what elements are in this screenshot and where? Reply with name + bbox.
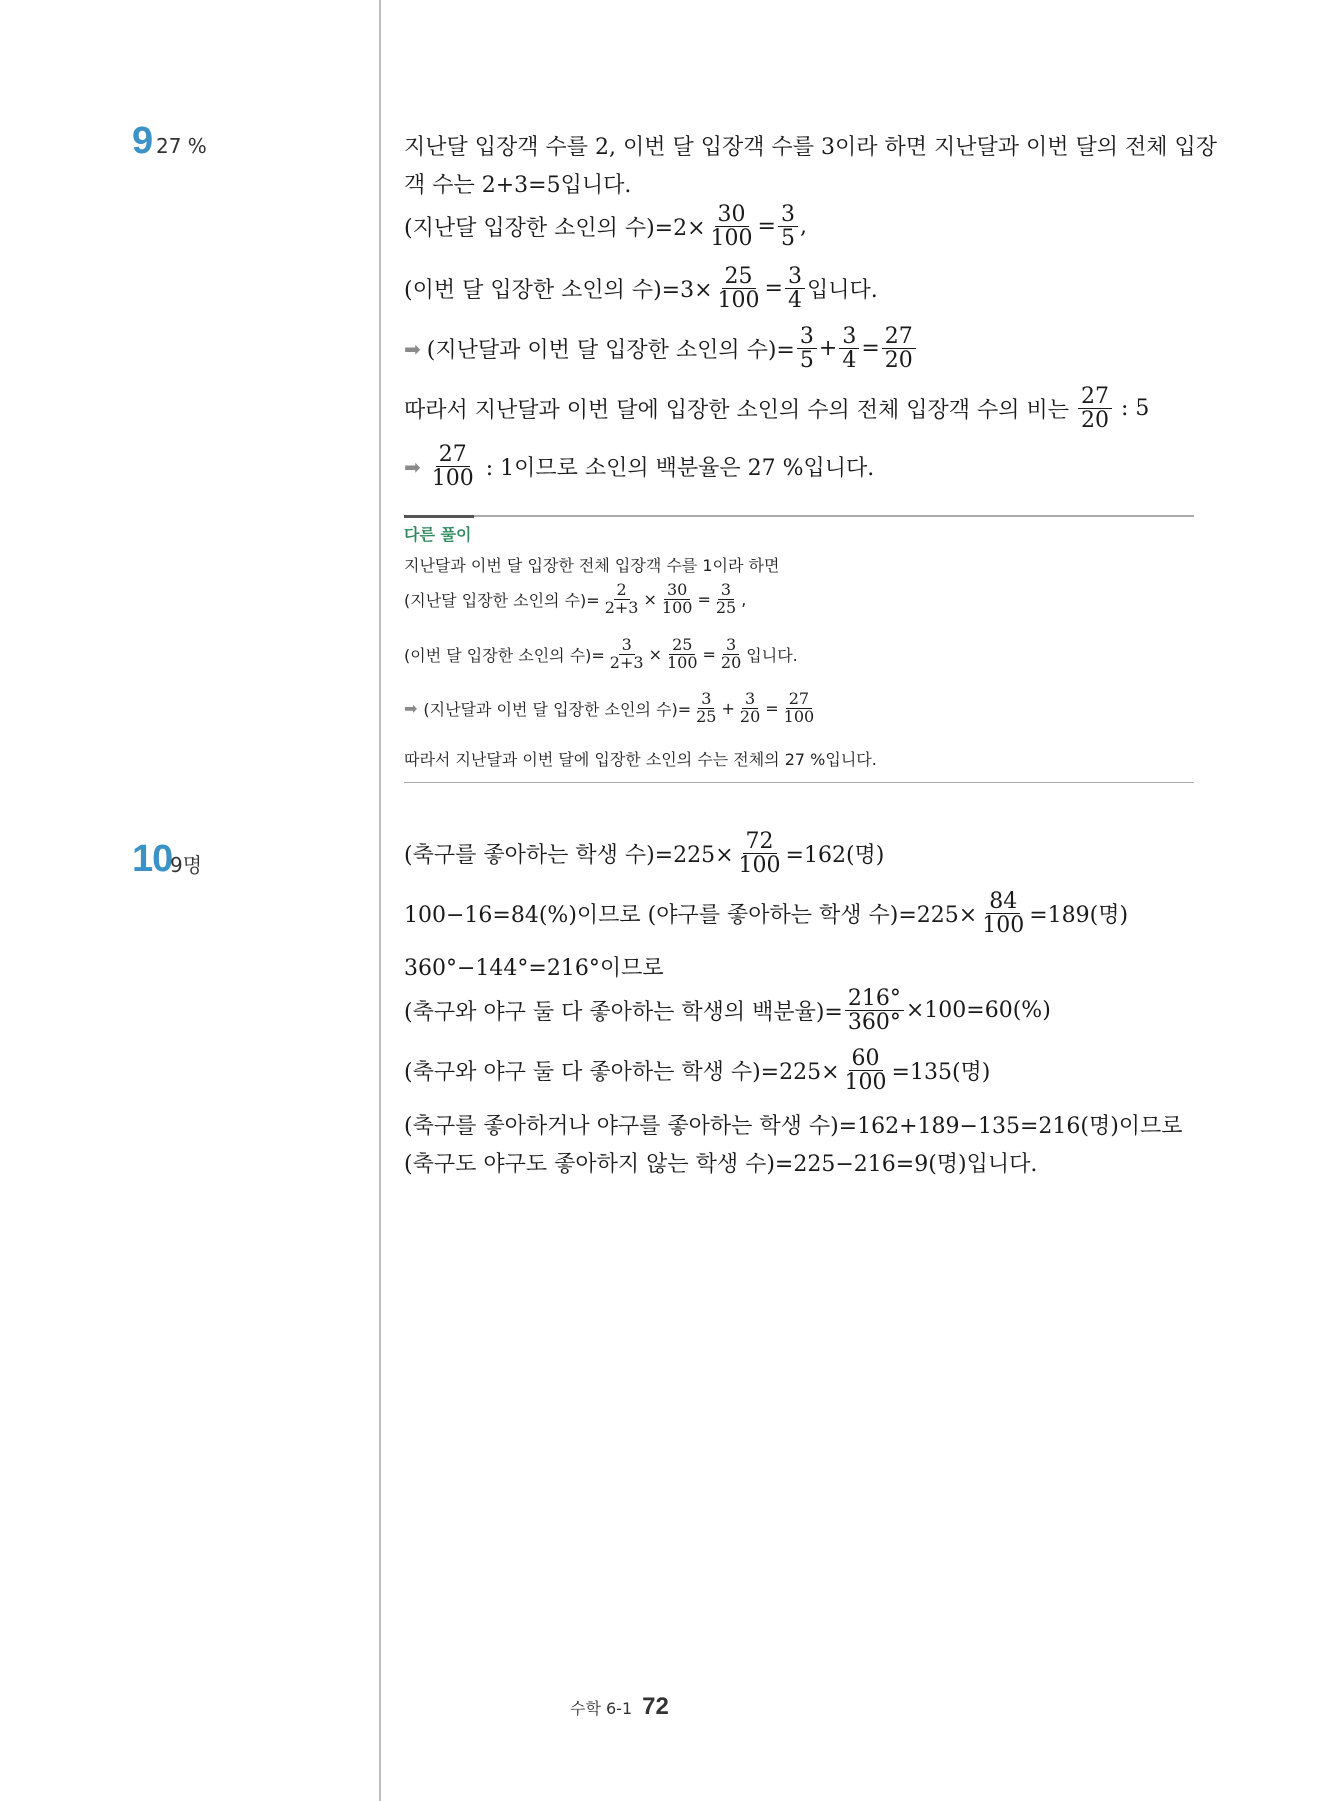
expression-text: (지난달 입장한 소인의 수)= <box>404 590 600 610</box>
numerator: 216° <box>845 987 904 1011</box>
denominator: 20 <box>884 348 913 374</box>
numerator: 2 <box>614 582 630 600</box>
solution-line <box>404 203 1200 250</box>
fraction <box>713 582 739 617</box>
fraction <box>693 691 719 726</box>
solution-line <box>404 830 1200 877</box>
page-number: 72 <box>642 1693 669 1720</box>
numerator: 3 <box>698 691 714 709</box>
expression-text: (지난달과 이번 달 입장한 소인의 수)= <box>426 338 795 364</box>
operator: = <box>757 214 776 240</box>
question-number: 9 <box>132 120 153 162</box>
denominator: 20 <box>1080 408 1109 434</box>
numerator: 27 <box>1078 385 1112 409</box>
fraction <box>781 691 818 726</box>
expression-text: (지난달 입장한 소인의 수)=2× <box>404 216 706 242</box>
fraction <box>737 691 763 726</box>
alt-solution-line: 지난달과 이번 달 입장한 전체 입장객 수를 1이라 하면 <box>404 556 780 575</box>
expression-text: =189(명) <box>1029 903 1129 929</box>
numerator: 72 <box>743 830 777 854</box>
alt-solution-bottom-rule <box>404 782 1194 783</box>
fraction <box>1078 385 1112 432</box>
fraction <box>882 325 916 372</box>
denominator: 100 <box>783 706 815 726</box>
numerator: 84 <box>986 890 1020 914</box>
numerator: 3 <box>797 325 817 349</box>
fraction <box>664 637 701 672</box>
expression-text: (이번 달 입장한 소인의 수)= <box>404 645 605 665</box>
numerator: 3 <box>619 637 635 655</box>
solution-line: (축구도 야구도 좋아하지 않는 학생 수)=225−216=9(명)입니다. <box>404 1152 1038 1177</box>
solution-line: 객 수는 2+3=5입니다. <box>404 173 632 198</box>
denominator: 100 <box>982 913 1025 939</box>
denominator: 5 <box>799 348 814 374</box>
denominator: 25 <box>696 706 717 726</box>
expression-text: , <box>799 214 807 240</box>
expression-text: 입니다. <box>806 278 878 304</box>
numerator: 27 <box>882 325 916 349</box>
numerator: 3 <box>785 265 805 289</box>
fraction <box>785 265 805 312</box>
expression-text: 입니다. <box>746 645 798 665</box>
arrow-icon: ➡ <box>404 698 418 718</box>
alt-solution-line: 따라서 지난달과 이번 달에 입장한 소인의 수는 전체의 27 %입니다. <box>404 750 877 769</box>
denominator: 4 <box>842 348 857 374</box>
denominator: 100 <box>661 597 693 617</box>
numerator: 30 <box>664 582 690 600</box>
footer-subject: 수학 6-1 <box>570 1699 633 1718</box>
solution-line <box>404 1047 1200 1094</box>
numerator: 3 <box>723 637 739 655</box>
question-answer: 27 % <box>156 134 207 158</box>
solution-line: (축구를 좋아하거나 야구를 좋아하는 학생 수)=162+189−135=216(명)이므로 <box>404 1114 1183 1139</box>
alt-solution-line <box>404 637 798 672</box>
operator: + <box>818 336 838 362</box>
solution-line <box>404 443 1200 490</box>
solution-line <box>404 890 1200 937</box>
expression-text: (축구와 야구 둘 다 좋아하는 학생의 백분율)= <box>404 1000 843 1026</box>
denominator: 2+3 <box>609 652 644 672</box>
fraction <box>607 637 647 672</box>
fraction <box>708 203 756 250</box>
denominator: 100 <box>431 466 474 492</box>
numerator: 25 <box>722 265 756 289</box>
numerator: 3 <box>718 582 734 600</box>
denominator: 100 <box>710 226 753 252</box>
denominator: 20 <box>720 652 742 672</box>
fraction <box>715 265 763 312</box>
expression-text: (이번 달 입장한 소인의 수)=3× <box>404 278 713 304</box>
alt-solution-label: 다른 풀이 <box>404 525 472 544</box>
fraction <box>429 443 477 490</box>
fraction <box>842 1047 890 1094</box>
solution-line: 360°−144°=216°이므로 <box>404 956 664 981</box>
numerator: 27 <box>436 443 470 467</box>
operator: + <box>721 698 735 718</box>
fraction <box>736 830 784 877</box>
solution-line <box>404 987 1200 1034</box>
operator: × <box>643 589 657 609</box>
expression-text: =162(명) <box>785 843 885 869</box>
operator: = <box>697 589 711 609</box>
column-divider <box>379 0 381 1801</box>
solution-line <box>404 385 1200 432</box>
numerator: 3 <box>778 203 798 227</box>
fraction <box>602 582 642 617</box>
solution-line <box>404 265 1200 312</box>
denominator: 100 <box>666 652 698 672</box>
question-answer: 9명 <box>170 853 203 877</box>
denominator: 100 <box>738 853 781 879</box>
fraction <box>797 325 817 372</box>
fraction <box>659 582 696 617</box>
operator: = <box>765 698 779 718</box>
numerator: 27 <box>786 691 812 709</box>
expression-text: (지난달과 이번 달 입장한 소인의 수)= <box>423 699 692 719</box>
expression-text: , <box>741 589 747 609</box>
fraction <box>845 987 904 1034</box>
expression-text: =135(명) <box>891 1060 991 1086</box>
fraction <box>718 637 744 672</box>
denominator: 2+3 <box>604 597 639 617</box>
operator: = <box>764 276 783 302</box>
expression-text: : 1이므로 소인의 백분율은 27 %입니다. <box>478 456 875 482</box>
denominator: 25 <box>715 597 737 617</box>
alt-solution-line <box>404 691 819 726</box>
alt-solution-top-rule <box>404 515 1194 517</box>
operator: = <box>702 644 716 664</box>
arrow-icon: ➡ <box>404 336 421 361</box>
page-footer <box>570 1693 669 1721</box>
solution-line: 지난달 입장객 수를 2, 이번 달 입장객 수를 3이라 하면 지난달과 이번 달의 전체 입장 <box>404 135 1217 160</box>
expression-text: 100−16=84(%)이므로 (야구를 좋아하는 학생 수)=225× <box>404 903 978 929</box>
denominator: 100 <box>844 1070 887 1096</box>
question-number: 10 <box>132 838 173 880</box>
expression-text: : 5 <box>1113 396 1150 422</box>
numerator: 3 <box>839 325 859 349</box>
arrow-icon: ➡ <box>404 454 421 479</box>
numerator: 25 <box>669 637 695 655</box>
numerator: 3 <box>742 691 758 709</box>
fraction <box>839 325 859 372</box>
denominator: 5 <box>780 226 795 252</box>
expression-text: 따라서 지난달과 이번 달에 입장한 소인의 수의 전체 입장객 수의 비는 <box>404 398 1076 424</box>
denominator: 360° <box>847 1010 901 1036</box>
solution-line <box>404 325 1200 372</box>
expression-text: (축구와 야구 둘 다 좋아하는 학생 수)=225× <box>404 1060 840 1086</box>
fraction <box>979 890 1027 937</box>
expression-text: ×100=60(%) <box>905 998 1051 1024</box>
denominator: 4 <box>787 288 802 314</box>
numerator: 30 <box>715 203 749 227</box>
denominator: 100 <box>717 288 760 314</box>
fraction <box>778 203 798 250</box>
expression-text: (축구를 좋아하는 학생 수)=225× <box>404 843 734 869</box>
alt-solution-line <box>404 582 746 617</box>
operator: × <box>648 644 662 664</box>
operator: = <box>861 336 880 362</box>
denominator: 20 <box>739 706 761 726</box>
numerator: 60 <box>849 1047 883 1071</box>
